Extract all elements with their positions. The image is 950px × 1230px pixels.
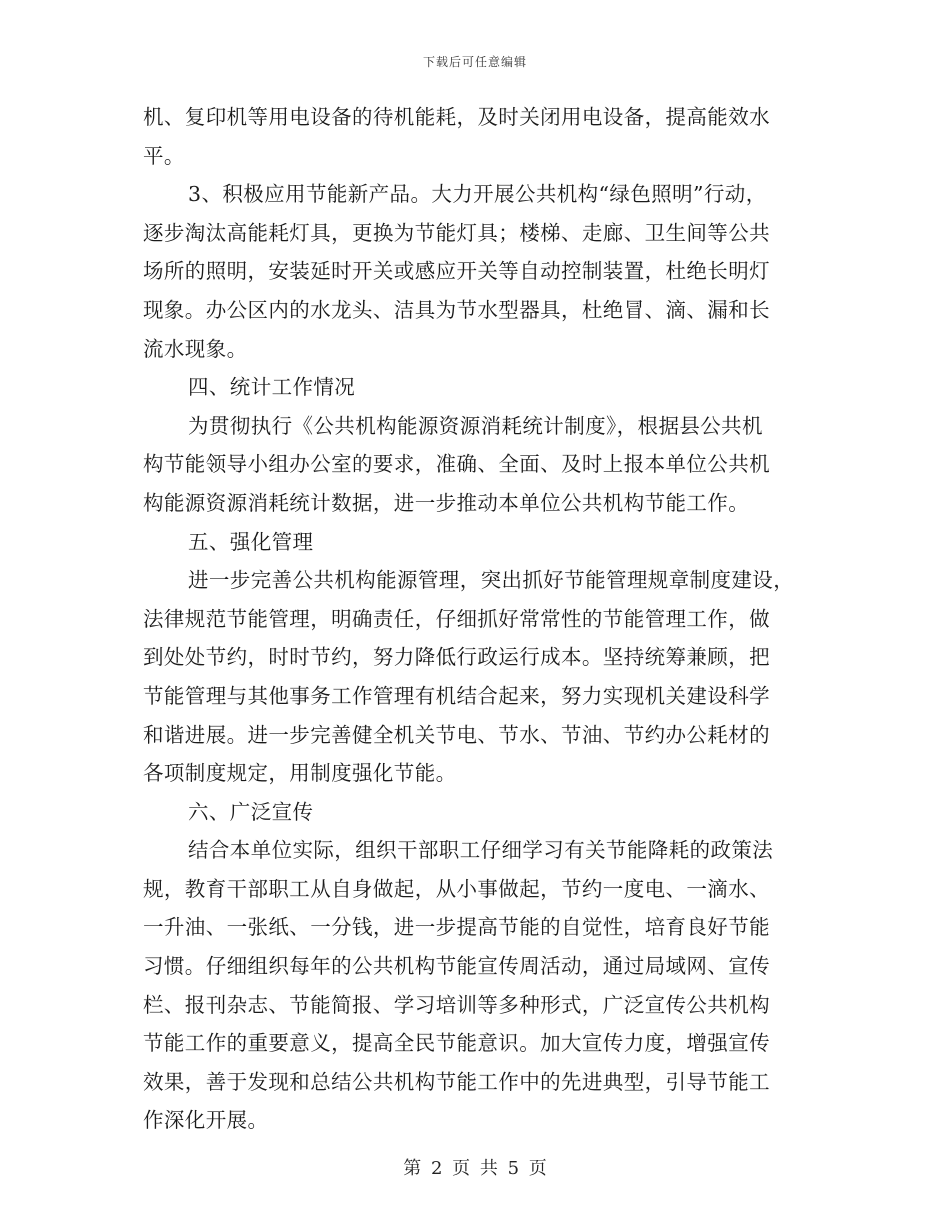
section-heading: 六、广泛宣传 xyxy=(188,799,314,824)
text-line: 一升油、一张纸、一分钱，进一步提高节能的自觉性，培育良好节能 xyxy=(143,915,770,940)
document-body xyxy=(143,98,813,1140)
page-header: 下载后可任意编辑 xyxy=(422,55,527,69)
text-line: 平。 xyxy=(143,143,185,168)
text-line: 场所的照明，安装延时开关或感应开关等自动控制装置，杜绝长明灯 xyxy=(143,259,770,284)
paragraph-start: 进一步完善公共机构能源管理，突出抓好节能管理规章制度建设， xyxy=(188,568,795,593)
paragraph-start: 3、积极应用节能新产品。大力开展公共机构“绿色照明”行动， xyxy=(188,182,767,207)
text-line: 节能工作的重要意义，提高全民节能意识。加大宣传力度，增强宣传 xyxy=(143,1031,770,1056)
text-line: 机、复印机等用电设备的待机能耗，及时关闭用电设备，提高能效水 xyxy=(143,105,770,129)
text-line: 规，教育干部职工从自身做起，从小事做起，节约一度电、一滴水、 xyxy=(143,876,770,901)
text-line: 现象。办公区内的水龙头、洁具为节水型器具，杜绝冒、滴、漏和长 xyxy=(143,297,770,322)
text-line: 构能源资源消耗统计数据，进一步推动本单位公共机构节能工作。 xyxy=(143,490,750,515)
section-heading: 四、统计工作情况 xyxy=(188,375,356,400)
text-line: 栏、报刊杂志、节能简报、学习培训等多种形式，广泛宣传公共机构 xyxy=(143,992,770,1017)
page-number: 第 2 页 共 5 页 xyxy=(403,1158,547,1179)
text-line: 法律规范节能管理，明确责任，仔细抓好常常性的节能管理工作，做 xyxy=(143,606,770,631)
paragraph-start: 为贯彻执行《公共机构能源资源消耗统计制度》，根据县公共机 xyxy=(188,413,763,438)
text-line: 各项制度规定，用制度强化节能。 xyxy=(143,761,457,786)
text-line: 节能管理与其他事务工作管理有机结合起来，努力实现机关建设科学 xyxy=(143,683,770,708)
text-line: 构节能领导小组办公室的要求，准确、全面、及时上报本单位公共机 xyxy=(143,452,770,477)
text-line: 作深化开展。 xyxy=(143,1108,269,1133)
text-line: 习惯。仔细组织每年的公共机构节能宣传周活动，通过局域网、宣传 xyxy=(143,954,770,979)
section-heading: 五、强化管理 xyxy=(188,529,314,554)
text-line: 逐步淘汰高能耗灯具，更换为节能灯具；楼梯、走廊、卫生间等公共 xyxy=(143,220,770,245)
paragraph-start: 结合本单位实际，组织干部职工仔细学习有关节能降耗的政策法 xyxy=(188,838,774,863)
text-line: 流水现象。 xyxy=(143,336,248,361)
text-line: 和谐进展。进一步完善健全机关节电、节水、节油、节约办公耗材的 xyxy=(143,722,770,747)
text-line: 到处处节约，时时节约，努力降低行政运行成本。坚持统筹兼顾，把 xyxy=(143,645,770,670)
text-line: 效果，善于发现和总结公共机构节能工作中的先进典型，引导节能工 xyxy=(143,1069,770,1094)
